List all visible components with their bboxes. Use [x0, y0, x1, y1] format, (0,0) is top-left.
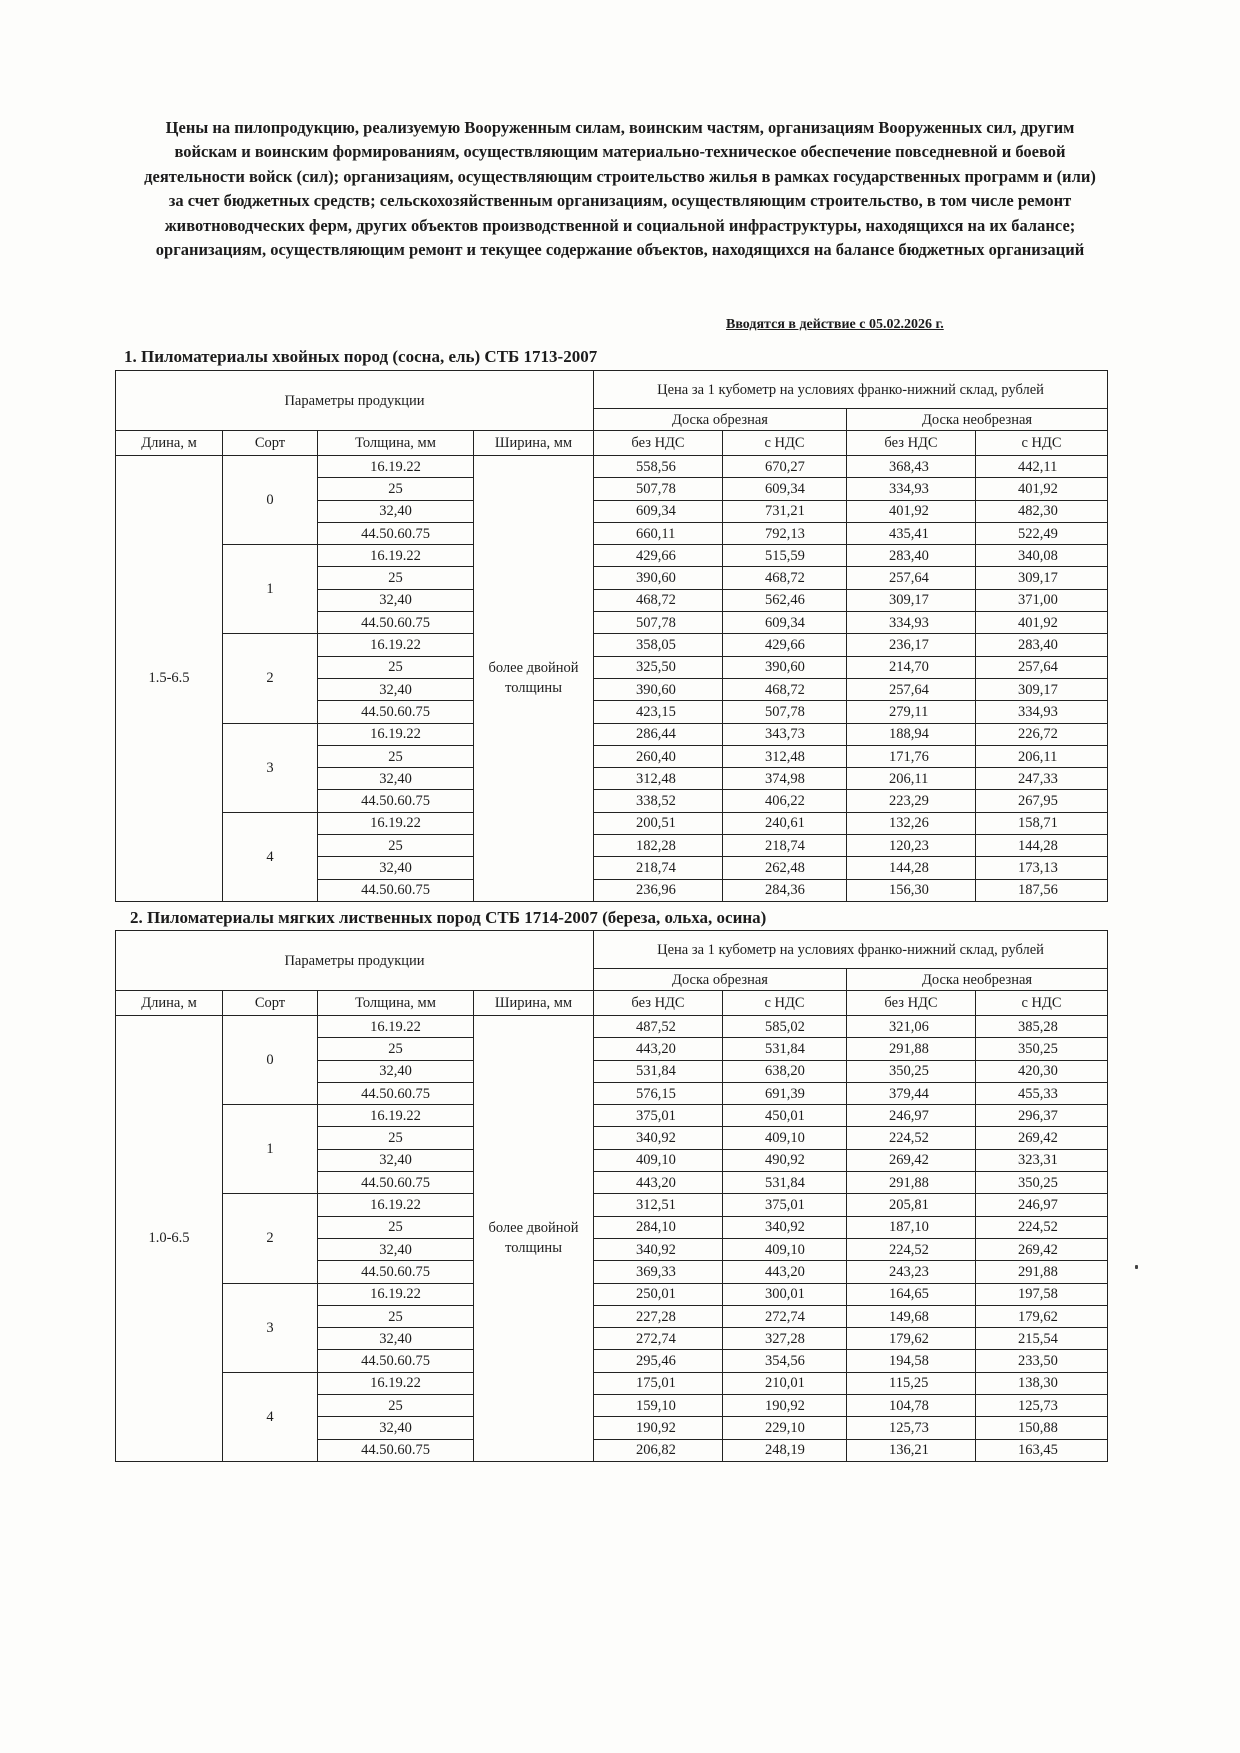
thickness-cell: 44.50.60.75 [318, 1439, 474, 1461]
grade-header: Сорт [223, 991, 318, 1016]
edged-no-vat-cell: 218,74 [594, 857, 723, 879]
edged-no-vat-header: без НДС [594, 991, 723, 1016]
unedged-vat-cell: 158,71 [976, 812, 1108, 834]
params-header: Параметры продукции [116, 371, 594, 431]
unedged-vat-cell: 371,00 [976, 589, 1108, 611]
edged-no-vat-cell: 531,84 [594, 1060, 723, 1082]
table-body [116, 456, 1108, 902]
unedged-no-vat-cell: 257,64 [847, 678, 976, 700]
edged-no-vat-cell: 423,15 [594, 701, 723, 723]
unedged-no-vat-cell: 401,92 [847, 500, 976, 522]
thickness-cell: 44.50.60.75 [318, 1082, 474, 1104]
unedged-vat-cell: 206,11 [976, 745, 1108, 767]
document-heading: Цены на пилопродукцию, реализуемую Вооруженным силам, воинским частям, организациям Вооруженных сил, другим войскам и воинским формированиям, осуществляющим материально-техническое обеспечение повседневной и боевой деятельности войск (сил); организациям, осуществляющим строительство жилья в рамках государственных программ и (или) за счет бюджетных средств; сельскохозяйственным организациям, осуществляющим строительство, в том числе ремонт животноводческих ферм, других объектов производственной и социальной инфраструктуры, находящихся на их балансе; организациям, осуществляющим ремонт и текущее содержание объектов, находящихся на балансе бюджетных организаций [144, 118, 1096, 260]
thickness-cell: 32,40 [318, 500, 474, 522]
unedged-no-vat-cell: 187,10 [847, 1216, 976, 1238]
unedged-no-vat-cell: 236,17 [847, 634, 976, 656]
edged-no-vat-cell: 190,92 [594, 1417, 723, 1439]
edged-no-vat-cell: 468,72 [594, 589, 723, 611]
unedged-no-vat-cell: 309,17 [847, 589, 976, 611]
thickness-cell: 32,40 [318, 768, 474, 790]
edged-no-vat-cell: 312,48 [594, 768, 723, 790]
length-header: Длина, м [116, 991, 223, 1016]
scan-speck [1135, 1265, 1138, 1269]
unedged-no-vat-cell: 283,40 [847, 545, 976, 567]
edged-no-vat-header: без НДС [594, 431, 723, 456]
unedged-no-vat-cell: 243,23 [847, 1261, 976, 1283]
unedged-no-vat-header: без НДС [847, 991, 976, 1016]
edged-vat-cell: 531,84 [723, 1038, 847, 1060]
edged-no-vat-cell: 660,11 [594, 522, 723, 544]
edged-vat-cell: 507,78 [723, 701, 847, 723]
edged-vat-cell: 468,72 [723, 567, 847, 589]
thickness-cell: 25 [318, 1127, 474, 1149]
grade-cell: 0 [223, 456, 318, 545]
width-line-1: более двойной [488, 1220, 579, 1237]
unedged-vat-cell: 150,88 [976, 1417, 1108, 1439]
edged-no-vat-cell: 443,20 [594, 1172, 723, 1194]
unedged-vat-cell: 482,30 [976, 500, 1108, 522]
unedged-vat-cell: 522,49 [976, 522, 1108, 544]
edged-no-vat-cell: 369,33 [594, 1261, 723, 1283]
table-row [116, 1016, 1108, 1038]
unedged-no-vat-cell: 136,21 [847, 1439, 976, 1461]
edged-no-vat-cell: 295,46 [594, 1350, 723, 1372]
params-header: Параметры продукции [116, 931, 594, 991]
unedged-vat-cell: 163,45 [976, 1439, 1108, 1461]
unedged-vat-cell: 350,25 [976, 1172, 1108, 1194]
unedged-vat-cell: 401,92 [976, 612, 1108, 634]
thickness-cell: 16.19.22 [318, 456, 474, 478]
unedged-no-vat-cell: 179,62 [847, 1328, 976, 1350]
edged-header: Доска обрезная [594, 969, 847, 991]
unedged-no-vat-cell: 257,64 [847, 567, 976, 589]
edged-vat-cell: 409,10 [723, 1127, 847, 1149]
edged-no-vat-cell: 286,44 [594, 723, 723, 745]
unedged-no-vat-cell: 194,58 [847, 1350, 976, 1372]
unedged-vat-cell: 340,08 [976, 545, 1108, 567]
unedged-no-vat-cell: 120,23 [847, 835, 976, 857]
edged-no-vat-cell: 236,96 [594, 879, 723, 901]
edged-vat-cell: 792,13 [723, 522, 847, 544]
edged-vat-cell: 374,98 [723, 768, 847, 790]
unedged-vat-cell: 269,42 [976, 1238, 1108, 1260]
thickness-cell: 44.50.60.75 [318, 1261, 474, 1283]
unedged-no-vat-cell: 125,73 [847, 1417, 976, 1439]
unedged-no-vat-cell: 149,68 [847, 1305, 976, 1327]
edged-vat-cell: 515,59 [723, 545, 847, 567]
unedged-vat-cell: 226,72 [976, 723, 1108, 745]
table-row [116, 1372, 1108, 1394]
price-header: Цена за 1 кубометр на условиях франко-нижний склад, рублей [594, 371, 1108, 409]
unedged-no-vat-cell: 246,97 [847, 1105, 976, 1127]
edged-no-vat-cell: 340,92 [594, 1238, 723, 1260]
unedged-no-vat-cell: 132,26 [847, 812, 976, 834]
thickness-cell: 32,40 [318, 1417, 474, 1439]
unedged-no-vat-cell: 214,70 [847, 656, 976, 678]
edged-no-vat-cell: 609,34 [594, 500, 723, 522]
unedged-vat-cell: 267,95 [976, 790, 1108, 812]
edged-vat-cell: 609,34 [723, 478, 847, 500]
edged-no-vat-cell: 338,52 [594, 790, 723, 812]
edged-no-vat-cell: 182,28 [594, 835, 723, 857]
unedged-no-vat-cell: 334,93 [847, 478, 976, 500]
edged-vat-cell: 327,28 [723, 1328, 847, 1350]
edged-no-vat-cell: 390,60 [594, 678, 723, 700]
section-2-title: 2. Пиломатериалы мягких лиственных пород СТБ 1714-2007 (береза, ольха, осина) [130, 908, 767, 927]
edged-vat-cell: 638,20 [723, 1060, 847, 1082]
unedged-vat-cell: 173,13 [976, 857, 1108, 879]
table-row [116, 1194, 1108, 1216]
thickness-cell: 16.19.22 [318, 1016, 474, 1038]
table-row [116, 456, 1108, 478]
thickness-cell: 32,40 [318, 589, 474, 611]
edged-vat-cell: 229,10 [723, 1417, 847, 1439]
table-row [116, 634, 1108, 656]
thickness-cell: 32,40 [318, 1149, 474, 1171]
edged-vat-cell: 272,74 [723, 1305, 847, 1327]
thickness-cell: 25 [318, 656, 474, 678]
edged-vat-cell: 409,10 [723, 1238, 847, 1260]
thickness-cell: 32,40 [318, 678, 474, 700]
unedged-no-vat-cell: 115,25 [847, 1372, 976, 1394]
thickness-cell: 32,40 [318, 1060, 474, 1082]
grade-cell: 1 [223, 545, 318, 634]
edged-vat-cell: 585,02 [723, 1016, 847, 1038]
thickness-header: Толщина, мм [318, 431, 474, 456]
unedged-no-vat-cell: 269,42 [847, 1149, 976, 1171]
unedged-no-vat-cell: 104,78 [847, 1395, 976, 1417]
unedged-vat-cell: 420,30 [976, 1060, 1108, 1082]
edged-vat-cell: 562,46 [723, 589, 847, 611]
unedged-vat-cell: 309,17 [976, 567, 1108, 589]
width-cell [474, 456, 594, 902]
width-cell [474, 1016, 594, 1462]
thickness-header: Толщина, мм [318, 991, 474, 1016]
table-row [116, 1105, 1108, 1127]
edged-no-vat-cell: 260,40 [594, 745, 723, 767]
grade-cell: 2 [223, 634, 318, 723]
edged-vat-cell: 468,72 [723, 678, 847, 700]
edged-no-vat-cell: 375,01 [594, 1105, 723, 1127]
edged-vat-cell: 450,01 [723, 1105, 847, 1127]
unedged-no-vat-cell: 435,41 [847, 522, 976, 544]
thickness-cell: 25 [318, 835, 474, 857]
unedged-vat-cell: 455,33 [976, 1082, 1108, 1104]
unedged-no-vat-cell: 205,81 [847, 1194, 976, 1216]
edged-vat-cell: 443,20 [723, 1261, 847, 1283]
edged-no-vat-cell: 429,66 [594, 545, 723, 567]
length-cell: 1.5-6.5 [116, 456, 223, 902]
unedged-vat-cell: 197,58 [976, 1283, 1108, 1305]
width-line-2: толщины [505, 1240, 562, 1257]
edged-vat-header: с НДС [723, 991, 847, 1016]
thickness-cell: 16.19.22 [318, 812, 474, 834]
thickness-cell: 16.19.22 [318, 545, 474, 567]
edged-no-vat-cell: 159,10 [594, 1395, 723, 1417]
unedged-vat-cell: 233,50 [976, 1350, 1108, 1372]
edged-vat-cell: 300,01 [723, 1283, 847, 1305]
edged-vat-cell: 670,27 [723, 456, 847, 478]
edged-vat-cell: 284,36 [723, 879, 847, 901]
unedged-vat-cell: 442,11 [976, 456, 1108, 478]
edged-no-vat-cell: 340,92 [594, 1127, 723, 1149]
grade-cell: 0 [223, 1016, 318, 1105]
edged-no-vat-cell: 250,01 [594, 1283, 723, 1305]
thickness-cell: 44.50.60.75 [318, 701, 474, 723]
unedged-vat-cell: 401,92 [976, 478, 1108, 500]
unedged-vat-cell: 296,37 [976, 1105, 1108, 1127]
unedged-no-vat-cell: 144,28 [847, 857, 976, 879]
unedged-vat-cell: 269,42 [976, 1127, 1108, 1149]
unedged-vat-cell: 224,52 [976, 1216, 1108, 1238]
thickness-cell: 32,40 [318, 1328, 474, 1350]
length-cell: 1.0-6.5 [116, 1016, 223, 1462]
effective-date: Вводятся в действие с 05.02.2026 г. [726, 317, 944, 332]
edged-vat-cell: 343,73 [723, 723, 847, 745]
edged-no-vat-cell: 558,56 [594, 456, 723, 478]
unedged-header: Доска необрезная [847, 409, 1108, 431]
unedged-no-vat-cell: 291,88 [847, 1038, 976, 1060]
edged-header: Доска обрезная [594, 409, 847, 431]
section-1-title: 1. Пиломатериалы хвойных пород (сосна, ель) СТБ 1713-2007 [124, 347, 598, 366]
table-row [116, 812, 1108, 834]
thickness-cell: 16.19.22 [318, 634, 474, 656]
edged-vat-cell: 218,74 [723, 835, 847, 857]
thickness-cell: 16.19.22 [318, 723, 474, 745]
edged-no-vat-cell: 272,74 [594, 1328, 723, 1350]
thickness-cell: 25 [318, 567, 474, 589]
unedged-vat-header: с НДС [976, 991, 1108, 1016]
unedged-vat-cell: 385,28 [976, 1016, 1108, 1038]
unedged-vat-cell: 334,93 [976, 701, 1108, 723]
edged-no-vat-cell: 358,05 [594, 634, 723, 656]
edged-vat-cell: 354,56 [723, 1350, 847, 1372]
unedged-vat-header: с НДС [976, 431, 1108, 456]
edged-no-vat-cell: 443,20 [594, 1038, 723, 1060]
thickness-cell: 16.19.22 [318, 1194, 474, 1216]
unedged-no-vat-cell: 350,25 [847, 1060, 976, 1082]
edged-vat-cell: 210,01 [723, 1372, 847, 1394]
unedged-vat-cell: 246,97 [976, 1194, 1108, 1216]
width-line-2: толщины [505, 680, 562, 697]
grade-cell: 4 [223, 1372, 318, 1461]
edged-no-vat-cell: 200,51 [594, 812, 723, 834]
edged-vat-cell: 731,21 [723, 500, 847, 522]
width-header: Ширина, мм [474, 431, 594, 456]
thickness-cell: 16.19.22 [318, 1105, 474, 1127]
unedged-vat-cell: 138,30 [976, 1372, 1108, 1394]
edged-vat-cell: 490,92 [723, 1149, 847, 1171]
unedged-no-vat-cell: 279,11 [847, 701, 976, 723]
price-header: Цена за 1 кубометр на условиях франко-нижний склад, рублей [594, 931, 1108, 969]
unedged-vat-cell: 283,40 [976, 634, 1108, 656]
thickness-cell: 25 [318, 745, 474, 767]
grade-cell: 1 [223, 1105, 318, 1194]
edged-vat-cell: 429,66 [723, 634, 847, 656]
edged-no-vat-cell: 487,52 [594, 1016, 723, 1038]
edged-vat-cell: 248,19 [723, 1439, 847, 1461]
unedged-header: Доска необрезная [847, 969, 1108, 991]
grade-cell: 2 [223, 1194, 318, 1283]
thickness-cell: 25 [318, 1395, 474, 1417]
unedged-no-vat-cell: 164,65 [847, 1283, 976, 1305]
unedged-no-vat-header: без НДС [847, 431, 976, 456]
unedged-no-vat-cell: 206,11 [847, 768, 976, 790]
edged-vat-cell: 691,39 [723, 1082, 847, 1104]
thickness-cell: 32,40 [318, 857, 474, 879]
edged-no-vat-cell: 507,78 [594, 478, 723, 500]
unedged-no-vat-cell: 321,06 [847, 1016, 976, 1038]
table-body [116, 1016, 1108, 1462]
thickness-cell: 44.50.60.75 [318, 790, 474, 812]
unedged-no-vat-cell: 368,43 [847, 456, 976, 478]
edged-no-vat-cell: 312,51 [594, 1194, 723, 1216]
width-line-1: более двойной [488, 660, 579, 677]
thickness-cell: 25 [318, 1038, 474, 1060]
edged-no-vat-cell: 325,50 [594, 656, 723, 678]
unedged-vat-cell: 179,62 [976, 1305, 1108, 1327]
grade-header: Сорт [223, 431, 318, 456]
grade-cell: 3 [223, 1283, 318, 1372]
unedged-vat-cell: 125,73 [976, 1395, 1108, 1417]
edged-no-vat-cell: 206,82 [594, 1439, 723, 1461]
table-row [116, 545, 1108, 567]
unedged-no-vat-cell: 379,44 [847, 1082, 976, 1104]
thickness-cell: 32,40 [318, 1238, 474, 1260]
unedged-vat-cell: 291,88 [976, 1261, 1108, 1283]
unedged-no-vat-cell: 224,52 [847, 1127, 976, 1149]
edged-vat-cell: 340,92 [723, 1216, 847, 1238]
thickness-cell: 44.50.60.75 [318, 612, 474, 634]
thickness-cell: 44.50.60.75 [318, 1350, 474, 1372]
unedged-no-vat-cell: 156,30 [847, 879, 976, 901]
unedged-vat-cell: 309,17 [976, 678, 1108, 700]
edged-vat-cell: 190,92 [723, 1395, 847, 1417]
edged-no-vat-cell: 576,15 [594, 1082, 723, 1104]
thickness-cell: 16.19.22 [318, 1372, 474, 1394]
unedged-vat-cell: 257,64 [976, 656, 1108, 678]
unedged-vat-cell: 323,31 [976, 1149, 1108, 1171]
edged-no-vat-cell: 175,01 [594, 1372, 723, 1394]
unedged-no-vat-cell: 224,52 [847, 1238, 976, 1260]
price-table-hardwood [115, 930, 1108, 1462]
edged-no-vat-cell: 390,60 [594, 567, 723, 589]
price-table-softwood [115, 370, 1108, 902]
table-row [116, 1283, 1108, 1305]
edged-vat-header: с НДС [723, 431, 847, 456]
edged-vat-cell: 312,48 [723, 745, 847, 767]
unedged-no-vat-cell: 334,93 [847, 612, 976, 634]
unedged-no-vat-cell: 188,94 [847, 723, 976, 745]
edged-no-vat-cell: 227,28 [594, 1305, 723, 1327]
edged-vat-cell: 262,48 [723, 857, 847, 879]
length-header: Длина, м [116, 431, 223, 456]
edged-no-vat-cell: 507,78 [594, 612, 723, 634]
unedged-no-vat-cell: 291,88 [847, 1172, 976, 1194]
edged-vat-cell: 390,60 [723, 656, 847, 678]
thickness-cell: 44.50.60.75 [318, 879, 474, 901]
unedged-vat-cell: 187,56 [976, 879, 1108, 901]
edged-vat-cell: 375,01 [723, 1194, 847, 1216]
unedged-no-vat-cell: 223,29 [847, 790, 976, 812]
grade-cell: 4 [223, 812, 318, 901]
width-header: Ширина, мм [474, 991, 594, 1016]
thickness-cell: 44.50.60.75 [318, 1172, 474, 1194]
thickness-cell: 25 [318, 1216, 474, 1238]
thickness-cell: 16.19.22 [318, 1283, 474, 1305]
edged-no-vat-cell: 409,10 [594, 1149, 723, 1171]
edged-vat-cell: 406,22 [723, 790, 847, 812]
unedged-vat-cell: 350,25 [976, 1038, 1108, 1060]
edged-vat-cell: 531,84 [723, 1172, 847, 1194]
table-row [116, 723, 1108, 745]
thickness-cell: 44.50.60.75 [318, 522, 474, 544]
edged-vat-cell: 240,61 [723, 812, 847, 834]
unedged-vat-cell: 215,54 [976, 1328, 1108, 1350]
unedged-vat-cell: 144,28 [976, 835, 1108, 857]
edged-vat-cell: 609,34 [723, 612, 847, 634]
thickness-cell: 25 [318, 1305, 474, 1327]
edged-no-vat-cell: 284,10 [594, 1216, 723, 1238]
unedged-vat-cell: 247,33 [976, 768, 1108, 790]
grade-cell: 3 [223, 723, 318, 812]
thickness-cell: 25 [318, 478, 474, 500]
unedged-no-vat-cell: 171,76 [847, 745, 976, 767]
